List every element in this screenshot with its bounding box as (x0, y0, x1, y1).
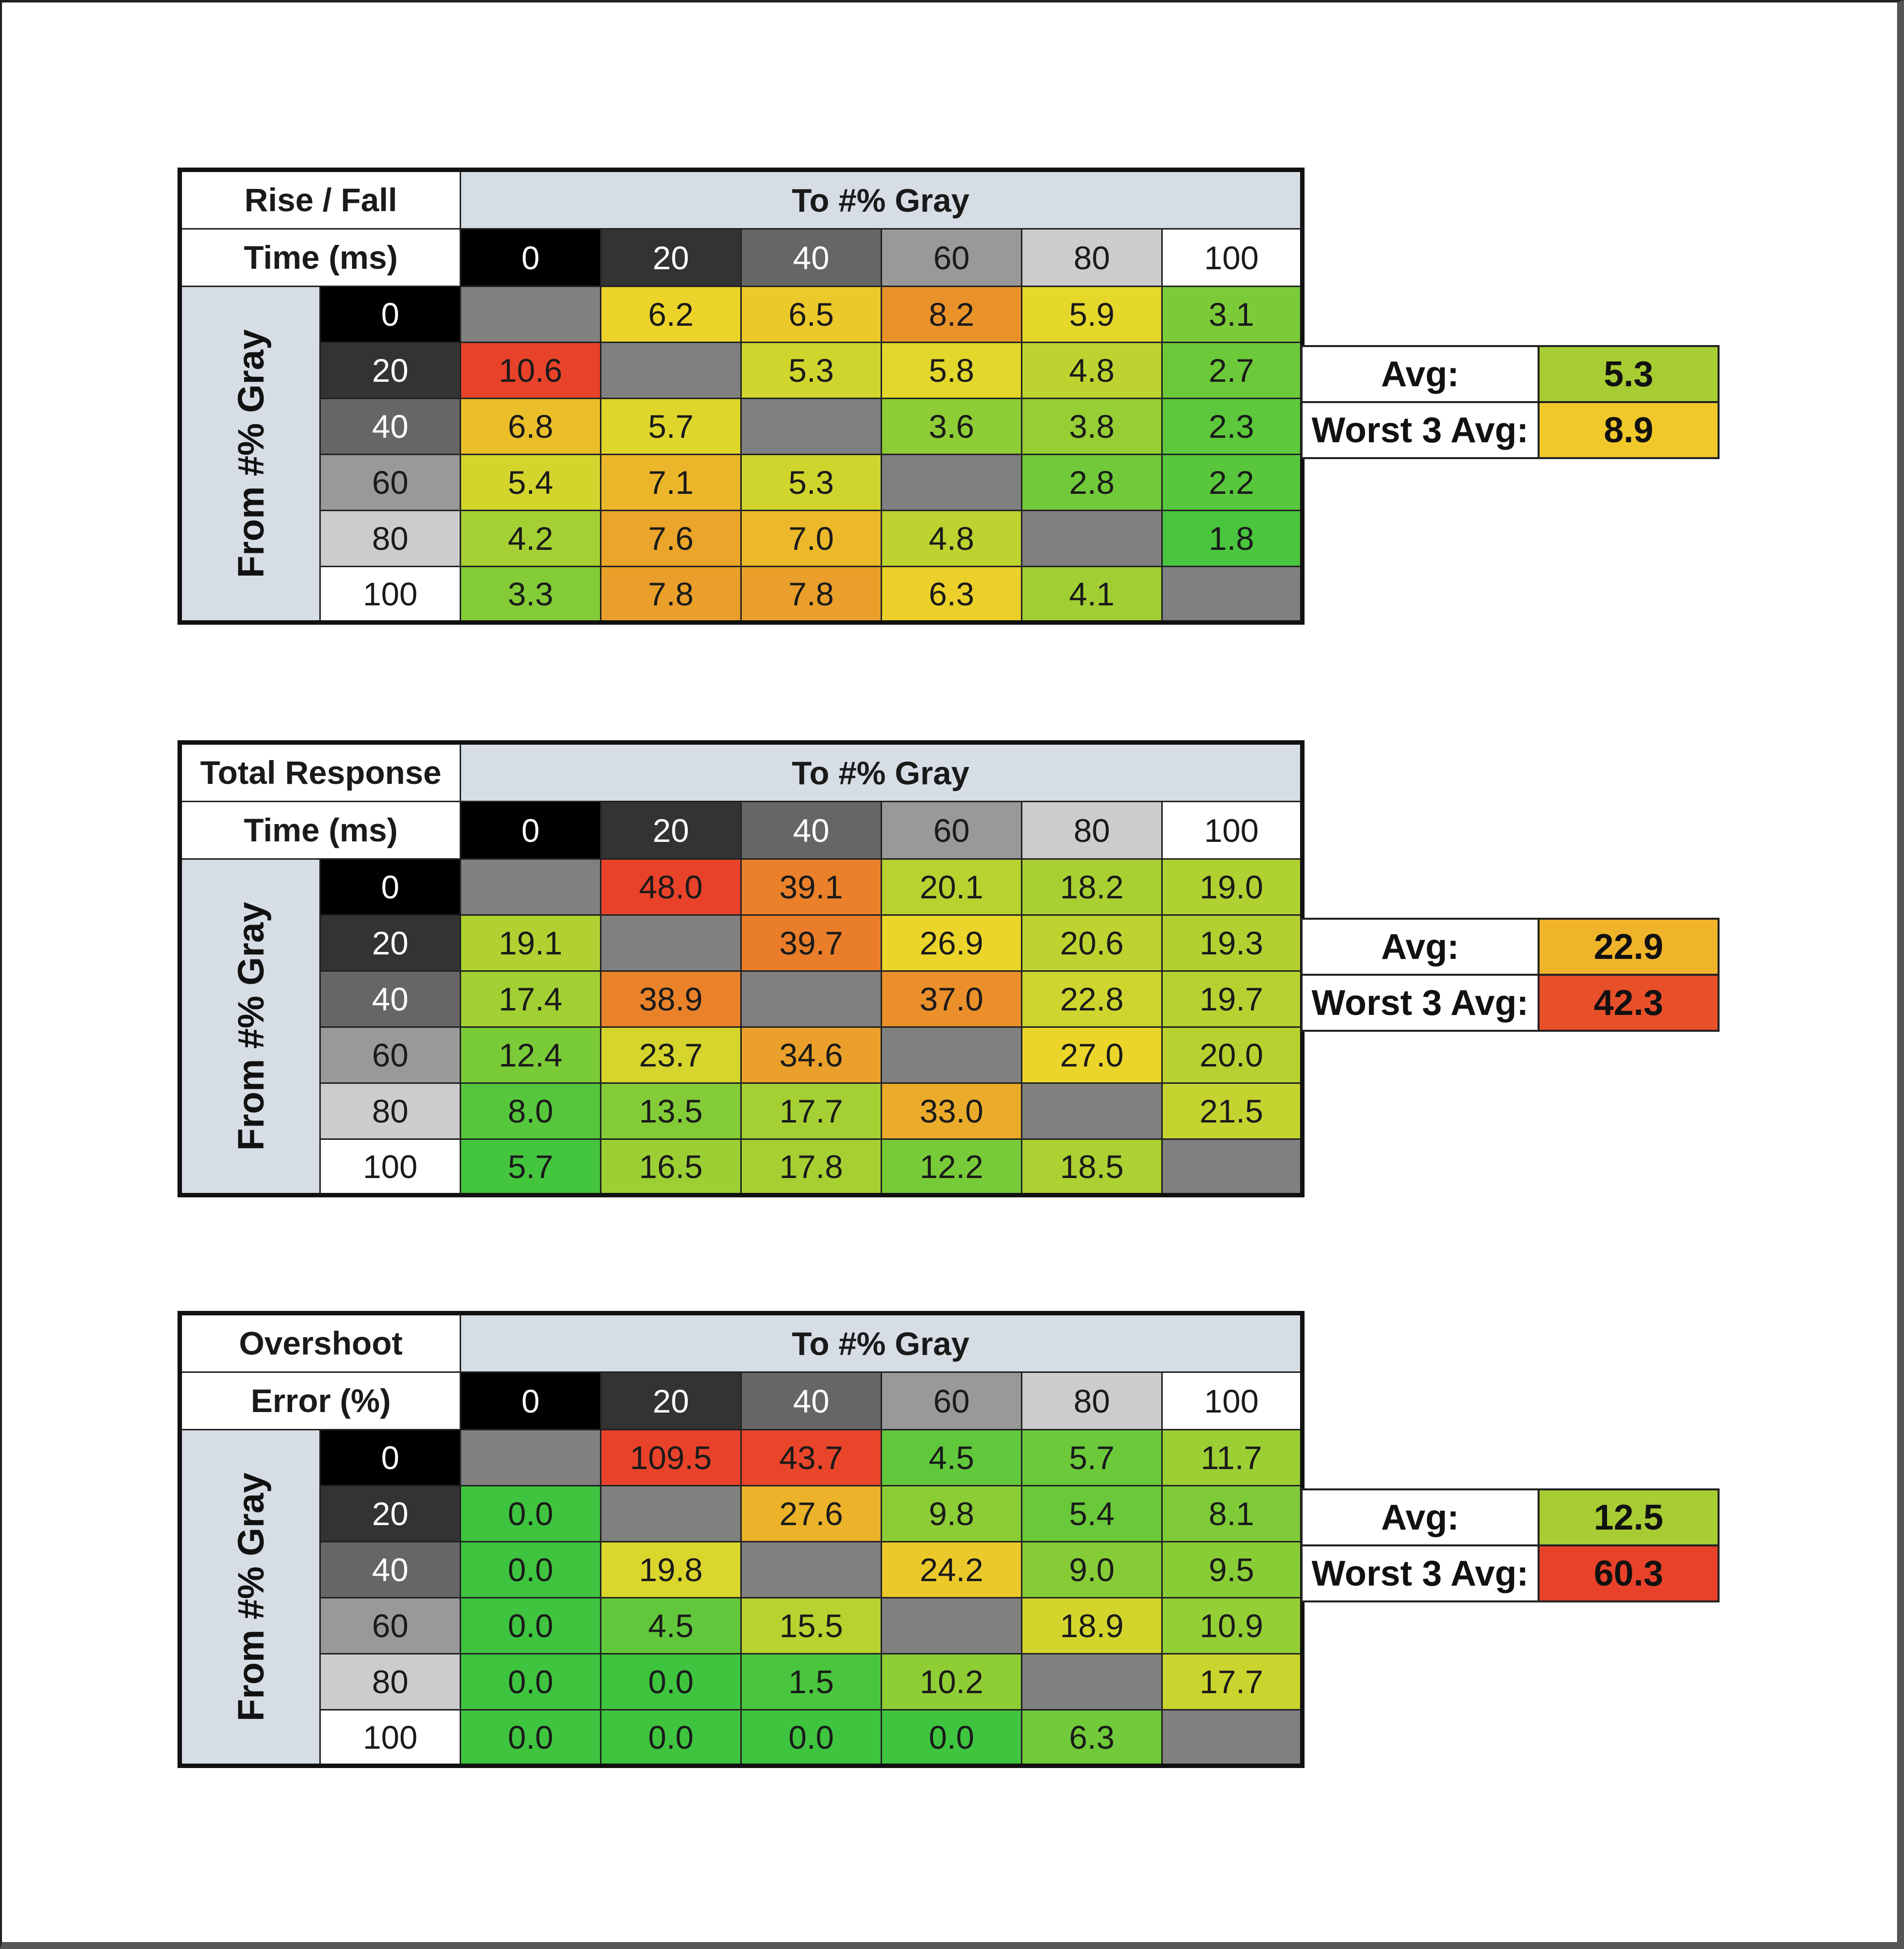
table-row (180, 915, 1303, 971)
from-gray-label: From #% Gray (230, 329, 271, 578)
heatmap-cell: 24.2 (882, 1542, 1022, 1598)
col-header-60: 60 (882, 229, 1022, 287)
heatmap-cell (601, 343, 741, 399)
heatmap-cell: 43.7 (741, 1430, 882, 1486)
from-gray-header (180, 1430, 320, 1766)
heatmap-cell: 5.7 (1022, 1430, 1162, 1486)
col-header-20: 20 (601, 1372, 741, 1430)
table-row (180, 1139, 1303, 1195)
col-header-60: 60 (882, 802, 1022, 859)
heatmap-cell: 19.8 (601, 1542, 741, 1598)
heatmap-cell: 12.4 (461, 1027, 601, 1083)
heatmap-cell: 8.1 (1162, 1486, 1303, 1542)
heatmap-cell: 20.0 (1162, 1027, 1303, 1083)
heatmap-cell (741, 399, 882, 455)
heatmap-cell: 39.1 (741, 859, 882, 915)
col-header-80: 80 (1022, 1372, 1162, 1430)
row-header-0: 0 (320, 287, 461, 343)
summary-box (1301, 345, 1720, 459)
heatmap-cell (1162, 1139, 1303, 1195)
heatmap-cell: 16.5 (601, 1139, 741, 1195)
row-header-60: 60 (320, 1598, 461, 1654)
heatmap-cell (882, 1598, 1022, 1654)
heatmap-cell: 5.7 (601, 399, 741, 455)
heatmap-cell (601, 1486, 741, 1542)
heatmap-cell: 4.5 (882, 1430, 1022, 1486)
row-header-80: 80 (320, 1654, 461, 1710)
table-row (180, 1542, 1303, 1598)
row-header-0: 0 (320, 1430, 461, 1486)
heatmap-cell: 1.5 (741, 1654, 882, 1710)
heatmap-cell: 4.8 (1022, 343, 1162, 399)
heatmap-cell: 5.3 (741, 343, 882, 399)
heatmap-cell: 20.6 (1022, 915, 1162, 971)
worst-3-avg-value: 42.3 (1539, 975, 1719, 1031)
heatmap-cell: 11.7 (1162, 1430, 1303, 1486)
table-row (180, 567, 1303, 623)
heatmap-cell: 7.8 (601, 567, 741, 623)
summary-box (1301, 1488, 1720, 1602)
col-header-100: 100 (1162, 229, 1303, 287)
heatmap-cell: 48.0 (601, 859, 741, 915)
heatmap-cell: 4.2 (461, 511, 601, 567)
col-header-20: 20 (601, 229, 741, 287)
heatmap-cell (882, 455, 1022, 511)
avg-label: Avg: (1302, 919, 1539, 975)
heatmap-cell: 8.0 (461, 1083, 601, 1139)
heatmap-cell: 18.5 (1022, 1139, 1162, 1195)
row-header-80: 80 (320, 1083, 461, 1139)
heatmap-cell: 5.4 (461, 455, 601, 511)
avg-label: Avg: (1302, 346, 1539, 402)
avg-label: Avg: (1302, 1489, 1539, 1545)
table-row (180, 1083, 1303, 1139)
worst-3-avg-value: 60.3 (1539, 1545, 1719, 1601)
from-gray-header (180, 859, 320, 1195)
to-gray-header: To #% Gray (461, 1313, 1303, 1372)
heatmap-cell: 17.7 (1162, 1654, 1303, 1710)
heatmap-cell: 4.5 (601, 1598, 741, 1654)
response-heatmap-table (178, 740, 1305, 1197)
table-row (180, 343, 1303, 399)
total-response-block (0, 740, 1904, 1206)
heatmap-cell: 6.3 (1022, 1710, 1162, 1766)
heatmap-cell: 1.8 (1162, 511, 1303, 567)
heatmap-cell: 39.7 (741, 915, 882, 971)
heatmap-cell: 26.9 (882, 915, 1022, 971)
heatmap-cell: 17.4 (461, 971, 601, 1027)
row-header-40: 40 (320, 971, 461, 1027)
heatmap-cell: 0.0 (601, 1654, 741, 1710)
heatmap-cell: 13.5 (601, 1083, 741, 1139)
heatmap-cell (882, 1027, 1022, 1083)
table-title-line1: Rise / Fall (180, 170, 461, 229)
heatmap-cell: 21.5 (1162, 1083, 1303, 1139)
rise-fall-block (0, 168, 1904, 634)
heatmap-cell: 19.3 (1162, 915, 1303, 971)
row-header-100: 100 (320, 567, 461, 623)
col-header-0: 0 (461, 802, 601, 859)
row-header-20: 20 (320, 915, 461, 971)
from-gray-label: From #% Gray (230, 902, 271, 1151)
heatmap-cell: 17.8 (741, 1139, 882, 1195)
table-row (180, 455, 1303, 511)
heatmap-cell: 0.0 (461, 1486, 601, 1542)
response-heatmap-table (178, 168, 1305, 625)
row-header-20: 20 (320, 1486, 461, 1542)
table-row (180, 399, 1303, 455)
col-header-100: 100 (1162, 1372, 1303, 1430)
heatmap-cell: 10.2 (882, 1654, 1022, 1710)
table-row (180, 1486, 1303, 1542)
heatmap-cell: 3.1 (1162, 287, 1303, 343)
heatmap-cell: 6.2 (601, 287, 741, 343)
worst-3-avg-label: Worst 3 Avg: (1302, 402, 1539, 458)
summary-box (1301, 918, 1720, 1032)
heatmap-cell: 0.0 (882, 1710, 1022, 1766)
table-row (180, 287, 1303, 343)
heatmap-cell: 4.1 (1022, 567, 1162, 623)
table-row (180, 511, 1303, 567)
worst-3-avg-label: Worst 3 Avg: (1302, 1545, 1539, 1601)
heatmap-cell: 15.5 (741, 1598, 882, 1654)
heatmap-cell (601, 915, 741, 971)
heatmap-cell: 7.1 (601, 455, 741, 511)
col-header-0: 0 (461, 1372, 601, 1430)
from-gray-label: From #% Gray (230, 1473, 271, 1721)
heatmap-cell: 23.7 (601, 1027, 741, 1083)
heatmap-cell (1022, 1654, 1162, 1710)
table-row (180, 1654, 1303, 1710)
heatmap-cell: 20.1 (882, 859, 1022, 915)
heatmap-cell: 0.0 (461, 1598, 601, 1654)
col-header-100: 100 (1162, 802, 1303, 859)
to-gray-header: To #% Gray (461, 743, 1303, 802)
heatmap-cell: 38.9 (601, 971, 741, 1027)
heatmap-cell: 5.7 (461, 1139, 601, 1195)
heatmap-cell (741, 1542, 882, 1598)
row-header-0: 0 (320, 859, 461, 915)
col-header-0: 0 (461, 229, 601, 287)
col-header-80: 80 (1022, 229, 1162, 287)
heatmap-cell: 5.9 (1022, 287, 1162, 343)
avg-value: 22.9 (1539, 919, 1719, 975)
heatmap-cell (1022, 1083, 1162, 1139)
heatmap-cell: 33.0 (882, 1083, 1022, 1139)
table-row (180, 1710, 1303, 1766)
heatmap-cell: 34.6 (741, 1027, 882, 1083)
heatmap-cell (741, 971, 882, 1027)
worst-3-avg-label: Worst 3 Avg: (1302, 975, 1539, 1031)
row-header-20: 20 (320, 343, 461, 399)
heatmap-cell: 19.7 (1162, 971, 1303, 1027)
table-title-line2: Time (ms) (180, 229, 461, 287)
table-row (180, 971, 1303, 1027)
heatmap-cell: 2.3 (1162, 399, 1303, 455)
table-row (180, 1430, 1303, 1486)
heatmap-cell: 2.7 (1162, 343, 1303, 399)
row-header-100: 100 (320, 1710, 461, 1766)
heatmap-cell: 9.5 (1162, 1542, 1303, 1598)
heatmap-cell: 109.5 (601, 1430, 741, 1486)
col-header-40: 40 (741, 1372, 882, 1430)
heatmap-cell (1162, 567, 1303, 623)
avg-value: 5.3 (1539, 346, 1719, 402)
heatmap-cell: 27.6 (741, 1486, 882, 1542)
heatmap-cell (1022, 511, 1162, 567)
table-title-line2: Error (%) (180, 1372, 461, 1430)
heatmap-cell: 6.3 (882, 567, 1022, 623)
heatmap-cell: 7.6 (601, 511, 741, 567)
table-row (180, 1598, 1303, 1654)
heatmap-cell: 22.8 (1022, 971, 1162, 1027)
heatmap-cell: 0.0 (741, 1710, 882, 1766)
from-gray-header (180, 287, 320, 623)
heatmap-cell (461, 287, 601, 343)
heatmap-cell: 27.0 (1022, 1027, 1162, 1083)
heatmap-cell: 4.8 (882, 511, 1022, 567)
heatmap-cell: 0.0 (461, 1542, 601, 1598)
heatmap-cell (461, 1430, 601, 1486)
heatmap-cell: 0.0 (461, 1654, 601, 1710)
table-row (180, 859, 1303, 915)
col-header-40: 40 (741, 802, 882, 859)
table-title-line2: Time (ms) (180, 802, 461, 859)
heatmap-cell (1162, 1710, 1303, 1766)
response-heatmap-table (178, 1311, 1305, 1768)
heatmap-cell (461, 859, 601, 915)
col-header-60: 60 (882, 1372, 1022, 1430)
worst-3-avg-value: 8.9 (1539, 402, 1719, 458)
heatmap-cell: 3.6 (882, 399, 1022, 455)
table-row (180, 1027, 1303, 1083)
row-header-80: 80 (320, 511, 461, 567)
heatmap-cell: 2.8 (1022, 455, 1162, 511)
heatmap-cell: 5.3 (741, 455, 882, 511)
row-header-40: 40 (320, 399, 461, 455)
heatmap-cell: 3.3 (461, 567, 601, 623)
heatmap-cell: 3.8 (1022, 399, 1162, 455)
heatmap-cell: 5.8 (882, 343, 1022, 399)
heatmap-cell: 5.4 (1022, 1486, 1162, 1542)
heatmap-cell: 18.9 (1022, 1598, 1162, 1654)
heatmap-cell: 19.0 (1162, 859, 1303, 915)
table-title-line1: Overshoot (180, 1313, 461, 1372)
col-header-80: 80 (1022, 802, 1162, 859)
row-header-40: 40 (320, 1542, 461, 1598)
heatmap-cell: 0.0 (461, 1710, 601, 1766)
col-header-20: 20 (601, 802, 741, 859)
row-header-100: 100 (320, 1139, 461, 1195)
heatmap-cell: 9.8 (882, 1486, 1022, 1542)
avg-value: 12.5 (1539, 1489, 1719, 1545)
heatmap-cell: 37.0 (882, 971, 1022, 1027)
row-header-60: 60 (320, 455, 461, 511)
heatmap-cell: 12.2 (882, 1139, 1022, 1195)
heatmap-cell: 9.0 (1022, 1542, 1162, 1598)
to-gray-header: To #% Gray (461, 170, 1303, 229)
col-header-40: 40 (741, 229, 882, 287)
heatmap-cell: 17.7 (741, 1083, 882, 1139)
overshoot-block (0, 1311, 1904, 1777)
heatmap-cell: 7.0 (741, 511, 882, 567)
heatmap-cell: 6.8 (461, 399, 601, 455)
heatmap-cell: 6.5 (741, 287, 882, 343)
table-title-line1: Total Response (180, 743, 461, 802)
heatmap-cell: 18.2 (1022, 859, 1162, 915)
heatmap-cell: 10.6 (461, 343, 601, 399)
heatmap-cell: 19.1 (461, 915, 601, 971)
heatmap-cell: 10.9 (1162, 1598, 1303, 1654)
row-header-60: 60 (320, 1027, 461, 1083)
heatmap-cell: 2.2 (1162, 455, 1303, 511)
heatmap-cell: 8.2 (882, 287, 1022, 343)
heatmap-cell: 7.8 (741, 567, 882, 623)
heatmap-cell: 0.0 (601, 1710, 741, 1766)
